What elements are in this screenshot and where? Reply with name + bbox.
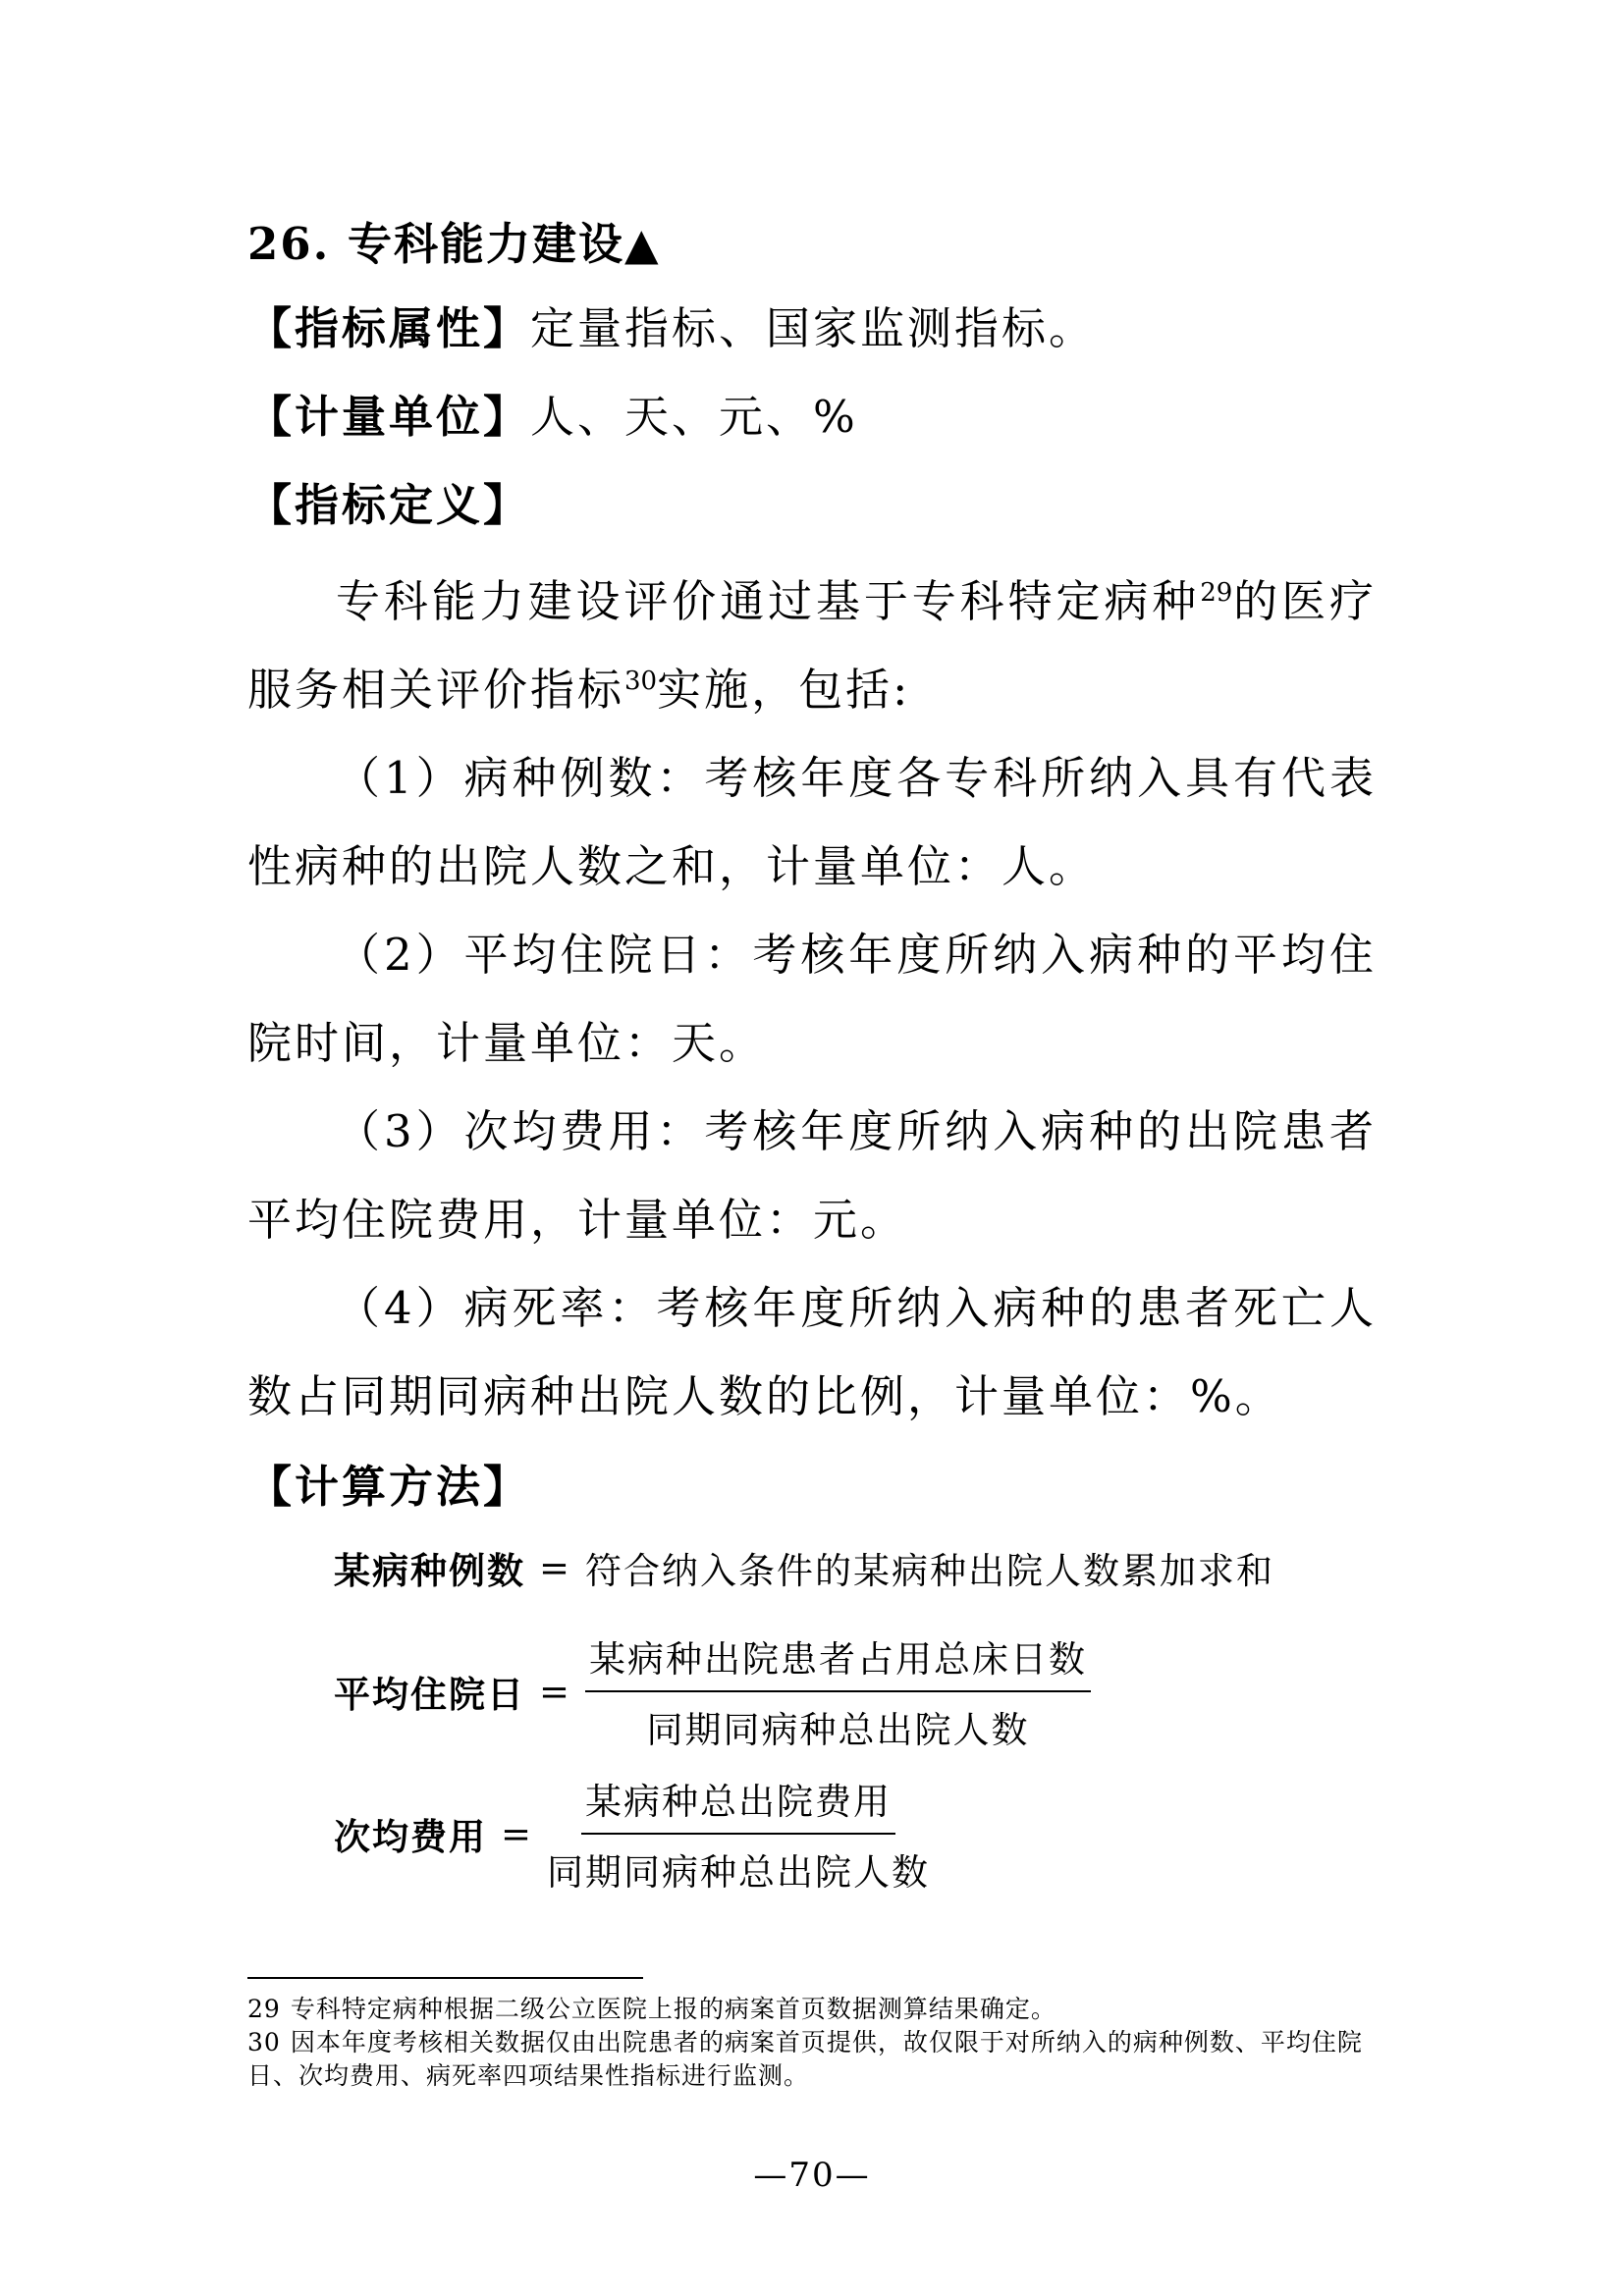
footnote-ref-30: 30 — [624, 667, 658, 696]
calculation-heading — [247, 1451, 530, 1515]
denominator: 同期同病种总出院人数 — [646, 1709, 1030, 1751]
intro-text-c: 实施，包括: — [657, 664, 911, 716]
unit-label: 【计量单位】 — [247, 391, 531, 443]
equals-sign: = — [501, 1812, 534, 1855]
formula-name: 某病种例数 — [334, 1549, 525, 1592]
numerator: 某病种出院患者占用总床日数 — [585, 1629, 1091, 1692]
footnote-ref-29: 29 — [1200, 578, 1233, 608]
footnote-text: 专科特定病种根据二级公立医院上报的病案首页数据测算结果确定。 — [290, 1995, 1056, 2023]
numerator: 某病种总出院费用 — [581, 1772, 895, 1835]
intro-text-a: 专科能力建设评价通过基于专科特定病种 — [336, 575, 1201, 627]
footnote-number: 29 — [247, 1995, 281, 2023]
section-heading: 26. 专科能力建设▲ — [247, 218, 661, 270]
intro-text-b: 的医疗服务相关评价指标 — [247, 575, 1377, 716]
footnote-29 — [247, 1993, 1396, 2026]
definition-heading — [247, 469, 530, 533]
denominator: 同期同病种总出院人数 — [547, 1851, 931, 1894]
indicator-attribute — [247, 293, 1096, 356]
definition-item-3: （3）次均费用：考核年度所纳入病种的出院患者平均住院费用，计量单位：元。 — [247, 1105, 1377, 1246]
page-number: —70— — [753, 2156, 871, 2195]
formula-average-cost — [334, 1772, 930, 1896]
fraction — [585, 1629, 1091, 1753]
attribute-value: 定量指标、国家监测指标。 — [530, 302, 1097, 354]
footnote-text: 因本年度考核相关数据仅由出院患者的病案首页提供，故仅限于对所纳入的病种例数、平均住院日、次均费用、病死率四项结果性指标进行监测。 — [247, 2028, 1363, 2090]
definition-label: 【指标定义】 — [247, 479, 531, 531]
definition-item-1: （1）病种例数：考核年度各专科所纳入具有代表性病种的出院人数之和，计量单位：人。 — [247, 752, 1377, 892]
measurement-unit — [247, 381, 858, 445]
footnote-number: 30 — [247, 2028, 281, 2056]
footnote-separator — [247, 1977, 643, 1979]
attribute-label: 【指标属性】 — [247, 302, 531, 354]
definition-intro — [247, 558, 1377, 734]
calc-label: 【计算方法】 — [247, 1461, 531, 1513]
fraction — [547, 1772, 930, 1896]
formula-case-count — [334, 1541, 1274, 1594]
formula-name: 次均费用 — [334, 1815, 487, 1858]
formula-rhs: 符合纳入条件的某病种出院人数累加求和 — [585, 1550, 1275, 1592]
footnote-30 — [247, 2026, 1396, 2093]
unit-value: 人、天、元、% — [530, 391, 858, 443]
equals-sign: = — [539, 1670, 572, 1713]
definition-item-2: （2）平均住院日：考核年度所纳入病种的平均住院时间，计量单位：天。 — [247, 929, 1377, 1069]
formula-average-stay — [334, 1629, 1091, 1753]
equals-sign: = — [539, 1546, 572, 1589]
definition-item-4: （4）病死率：考核年度所纳入病种的患者死亡人数占同期同病种出院人数的比例，计量单位：%。 — [247, 1282, 1377, 1422]
formula-name: 平均住院日 — [334, 1673, 525, 1716]
